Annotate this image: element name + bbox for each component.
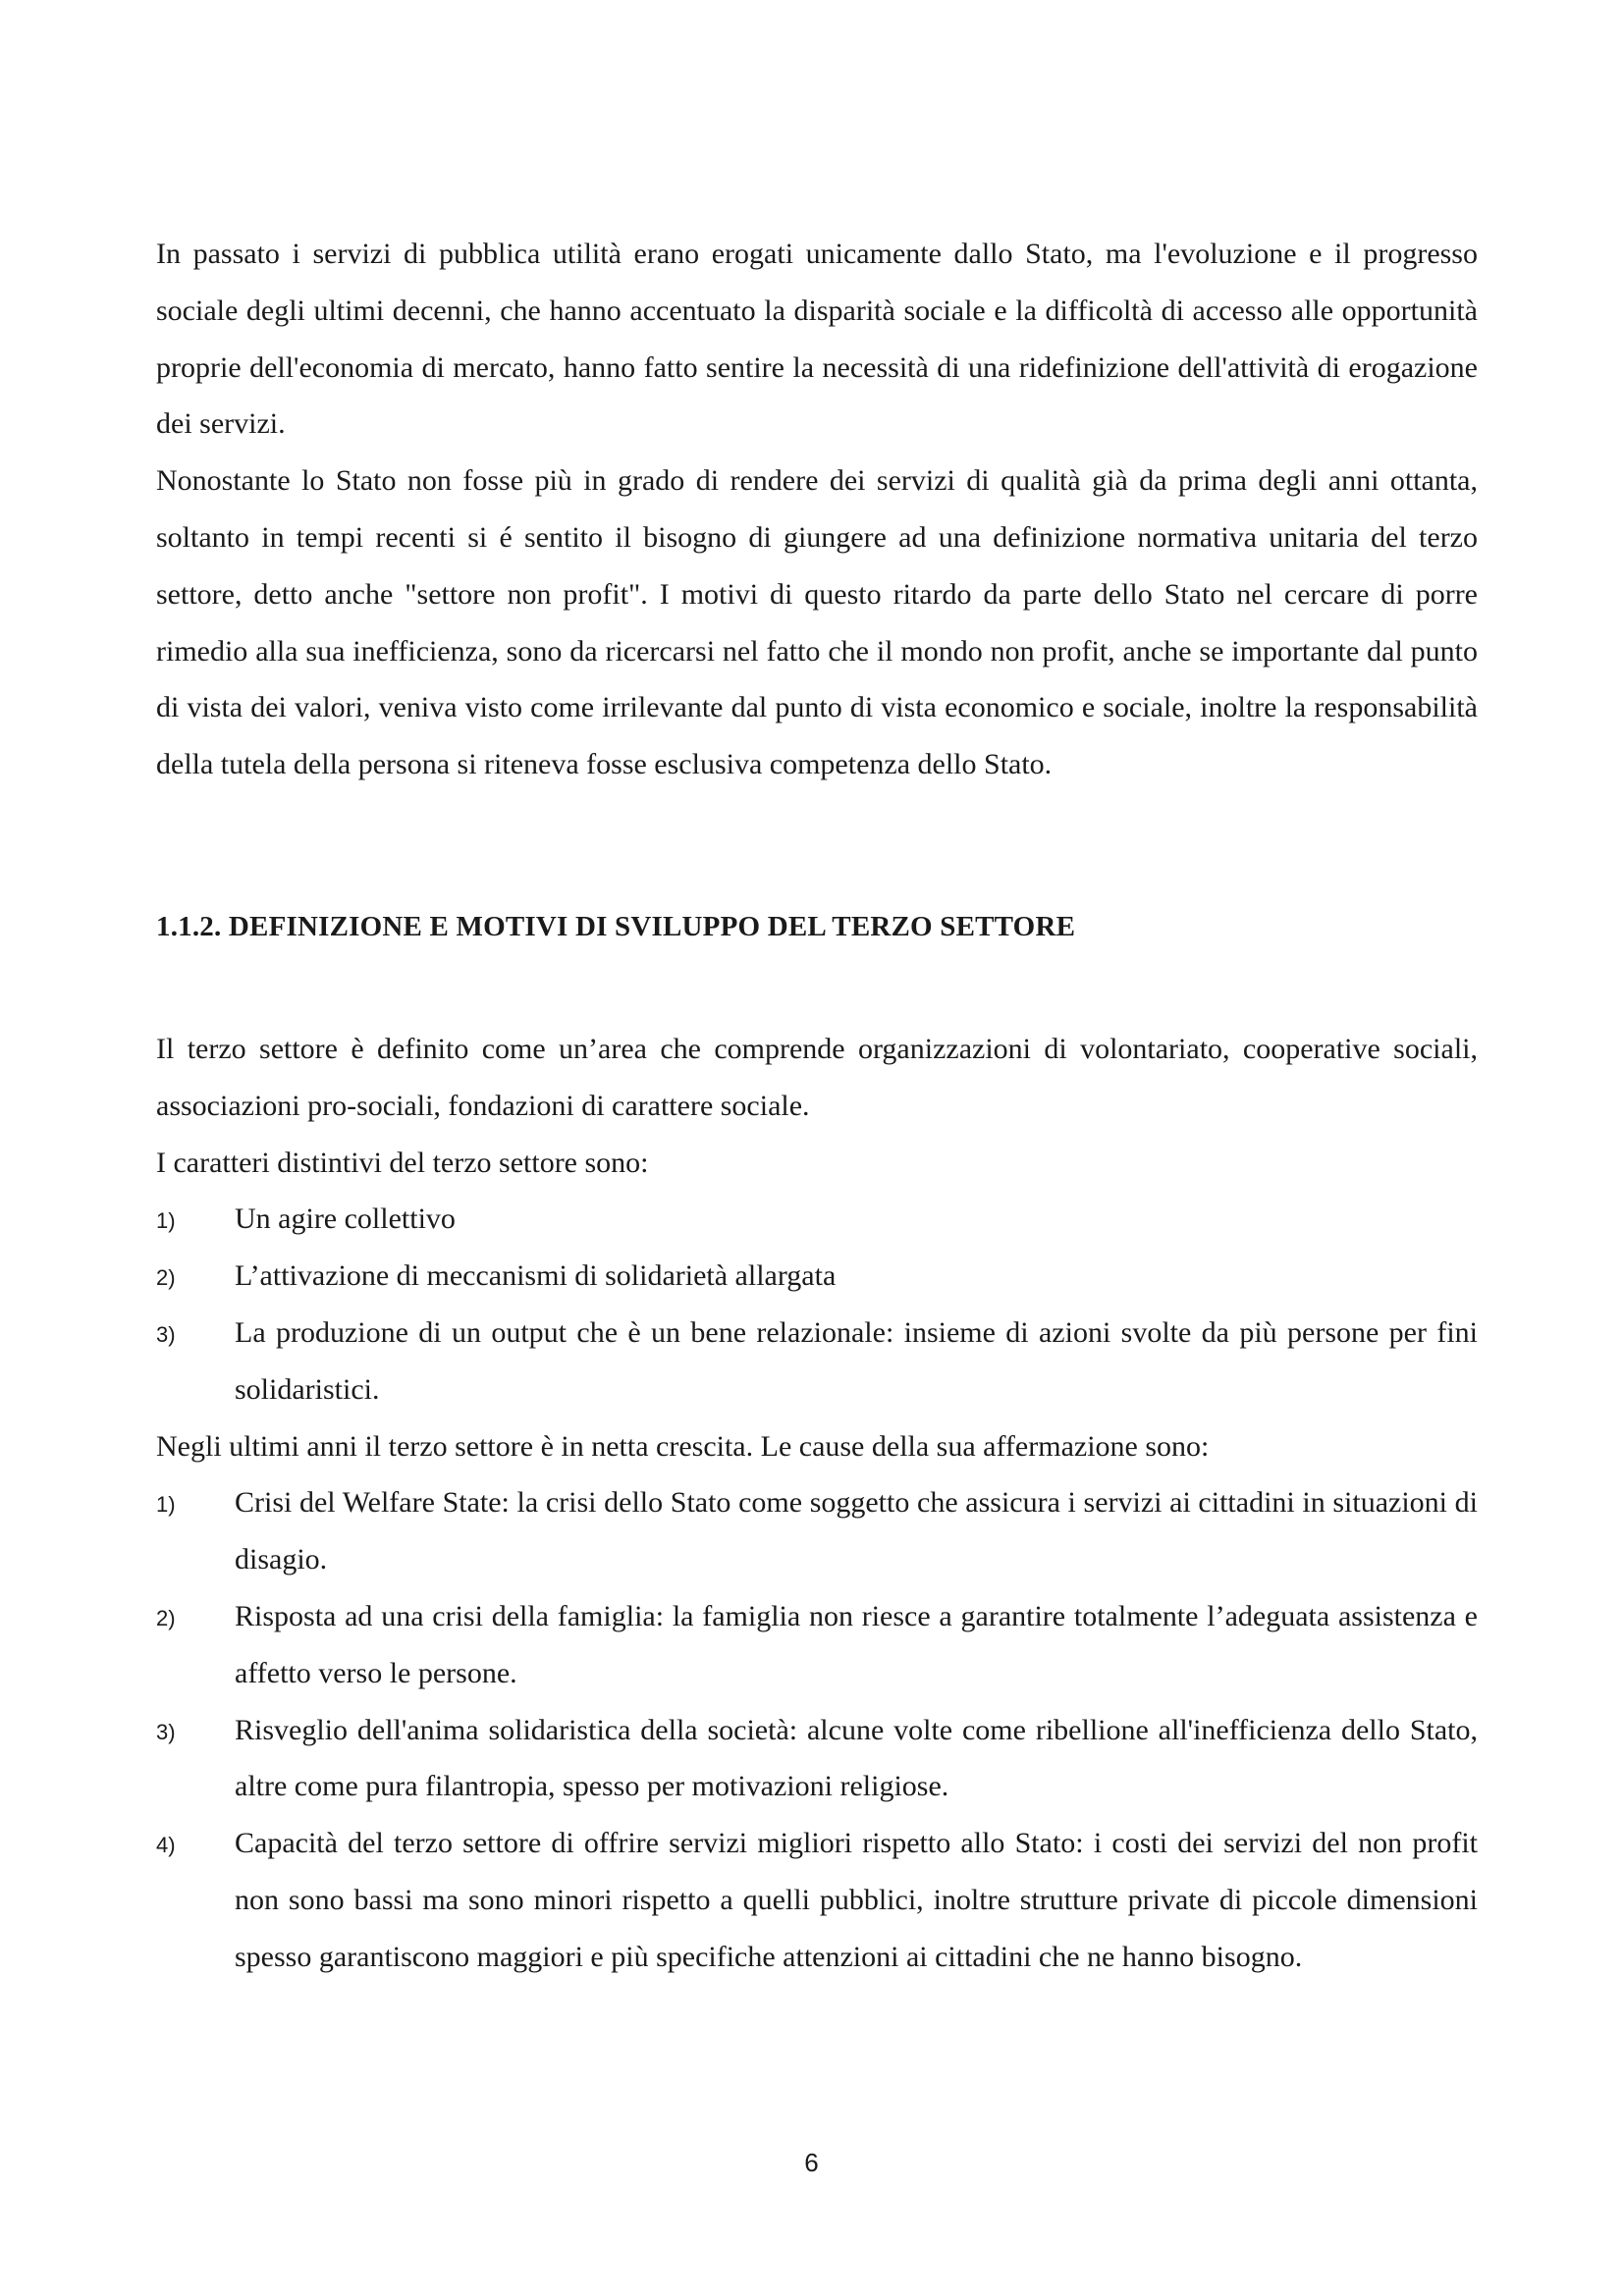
list-item-text: Crisi del Welfare State: la crisi dello Stato come soggetto che assicura i servizi ai cittadini in situazioni di disagio.: [235, 1486, 1478, 1576]
list-item: [156, 1702, 1478, 1816]
traits-list: [156, 1191, 1478, 1417]
list-item: [156, 1588, 1478, 1702]
list-item: [156, 1305, 1478, 1418]
intro-paragraph-1: In passato i servizi di pubblica utilità erano erogati unicamente dallo Stato, ma l'evoluzione e il progresso sociale degli ultimi decenni, che hanno accentuato la disparità sociale e la difficoltà di accesso alle opportunità proprie dell'economia di mercato, hanno fatto sentire la necessità di una ridefinizione dell'attività di erogazione dei servizi.: [156, 238, 1478, 441]
list-item: [156, 1474, 1478, 1588]
list-item-text: La produzione di un output che è un bene relazionale: insieme di azioni svolte da più persone per fini solidaristici.: [235, 1315, 1478, 1406]
list-number: 3): [156, 1719, 176, 1744]
list-item: [156, 1815, 1478, 1985]
causes-list: [156, 1474, 1478, 1985]
list-number: 4): [156, 1833, 176, 1858]
section-body: [156, 1021, 1478, 1986]
list-item: [156, 1248, 1478, 1305]
definition-paragraph: Il terzo settore è definito come un’area che comprende organizzazioni di volontariato, cooperative sociali, associazioni pro-sociali, fondazioni di carattere sociale.: [156, 1033, 1478, 1122]
list-item-text: Risveglio dell'anima solidaristica della società: alcune volte come ribellione all'inefficienza dello Stato, altre come pura filantropia, spesso per motivazioni religiose.: [235, 1713, 1478, 1803]
list-number: 3): [156, 1321, 176, 1347]
list-item-text: Capacità del terzo settore di offrire servizi migliori rispetto allo Stato: i costi dei servizi del non profit non sono bassi ma sono minori rispetto a quelli pubblici, inoltre strutture private di piccole dimensioni spesso garantiscono maggiori e più specifiche attenzioni ai cittadini che ne hanno bisogno.: [235, 1827, 1478, 1973]
list-item-text: L’attivazione di meccanismi di solidarietà allargata: [235, 1259, 837, 1293]
intro-section: [156, 226, 1478, 793]
list-item-text: Risposta ad una crisi della famiglia: la famiglia non riesce a garantire totalmente l’adeguata assistenza e affetto verso le persone.: [235, 1599, 1478, 1689]
causes-intro: Negli ultimi anni il terzo settore è in netta crescita. Le cause della sua affermazione sono:: [156, 1429, 1210, 1463]
list-item-text: Un agire collettivo: [235, 1202, 456, 1236]
traits-intro: I caratteri distintivi del terzo settore sono:: [156, 1146, 649, 1179]
intro-paragraph-2: Nonostante lo Stato non fosse più in grado di rendere dei servizi di qualità già da prima degli anni ottanta, soltanto in tempi recenti si é sentito il bisogno di giungere ad una definizione normativa unitaria del terzo settore, detto anche "settore non profit". I motivi di questo ritardo da parte dello Stato nel cercare di porre rimedio alla sua inefficienza, sono da ricercarsi nel fatto che il mondo non profit, anche se importante dal punto di vista dei valori, veniva visto come irrilevante dal punto di vista economico e sociale, inoltre la responsabilità della tutela della persona si riteneva fosse esclusiva competenza dello Stato.: [156, 464, 1478, 781]
section-heading: 1.1.2. DEFINIZIONE E MOTIVI DI SVILUPPO DEL TERZO SETTORE: [156, 911, 1076, 942]
list-number: 2): [156, 1265, 176, 1291]
page-number: 6: [804, 2148, 819, 2177]
list-number: 1): [156, 1492, 176, 1518]
list-number: 1): [156, 1208, 176, 1234]
list-number: 2): [156, 1605, 176, 1630]
list-item: [156, 1191, 1478, 1248]
